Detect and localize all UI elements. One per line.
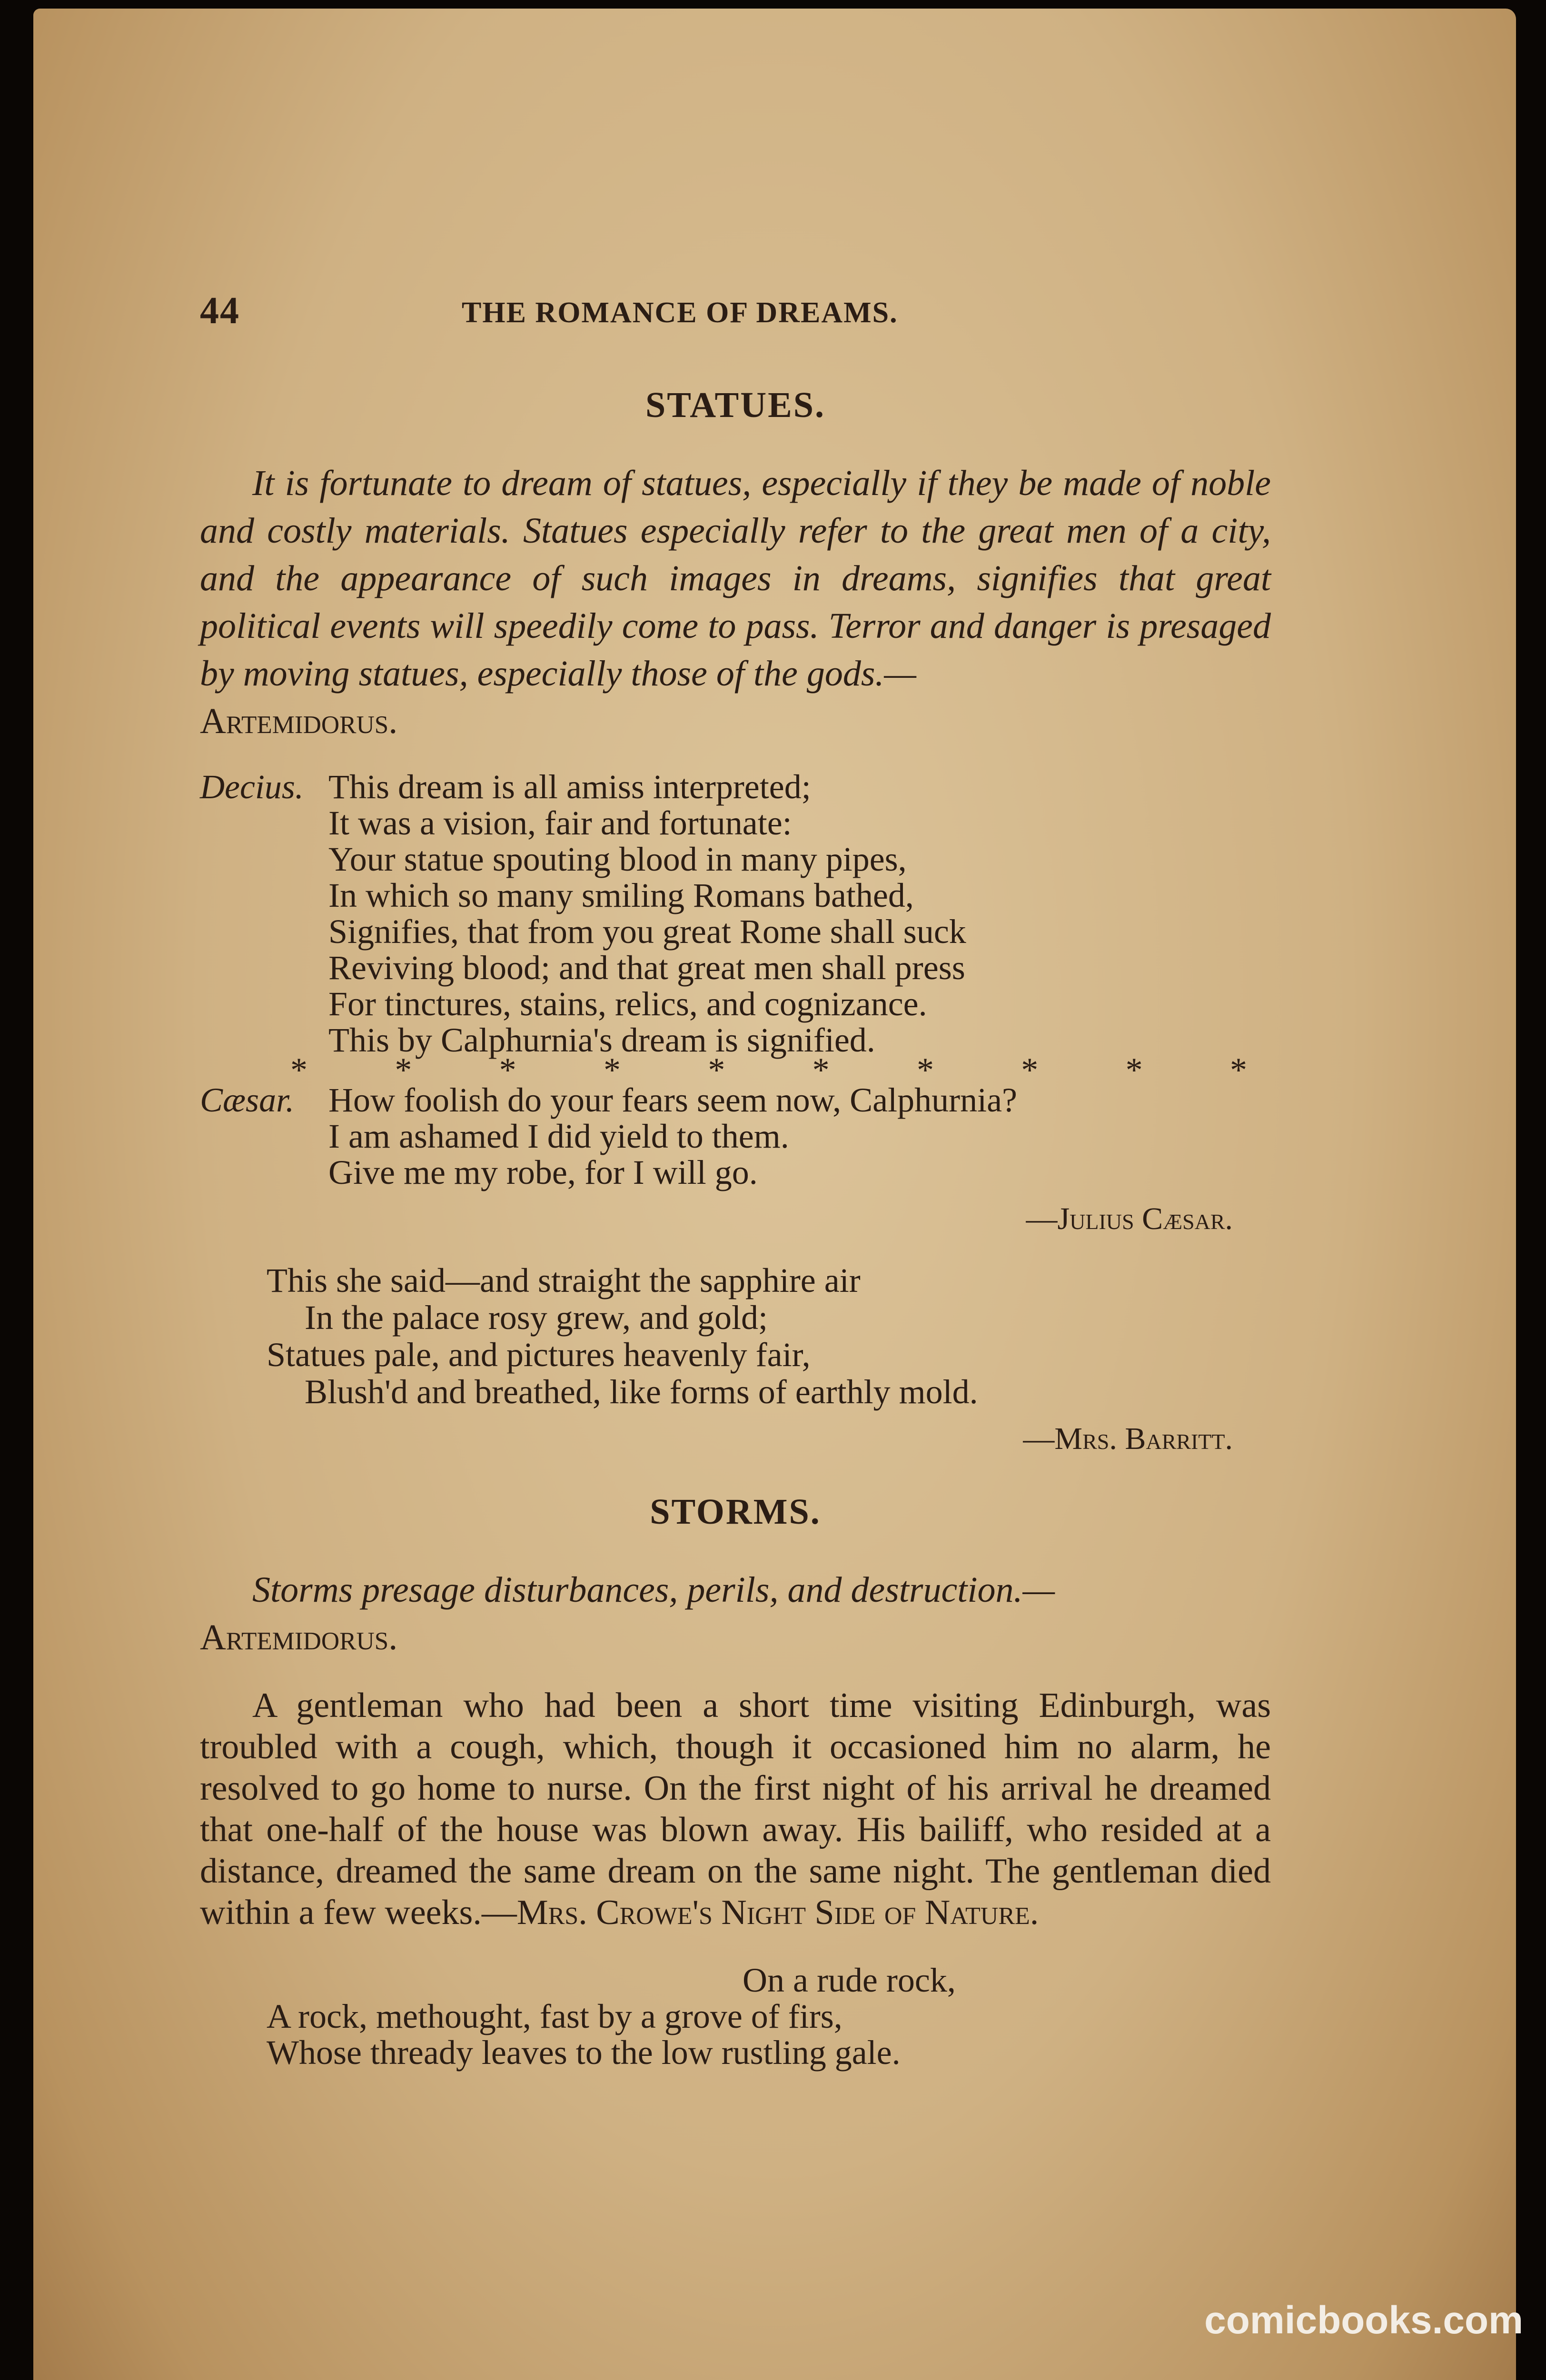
barritt-attribution: —Mrs. Barritt.: [1023, 1421, 1233, 1456]
speaker-decius: Decius.: [200, 768, 304, 806]
verse-line: This by Calphurnia's dream is signified.: [328, 1021, 875, 1059]
ellipsis-stars: [200, 1051, 1271, 1089]
star-mark: *: [1229, 1051, 1247, 1089]
star-mark: *: [1125, 1051, 1143, 1089]
storms-story-text: A gentleman who had been a short time visiting Edinburgh, was troubled with a cough, which, though it occasioned him no alarm, he resolved to go home to nurse. On the first night of his arrival he dreamed that one-half of the house was blown away. His bailiff, who resided at a distance, dreamed the same dream on the same night. The gentleman died within a few weeks.—: [200, 1686, 1271, 1932]
caesar-attribution: —Julius Cæsar.: [1026, 1201, 1233, 1236]
verse-line: How foolish do your fears seem now, Calphurnia?: [328, 1081, 1017, 1119]
storms-intro-attribution: Artemidorus.: [200, 1617, 398, 1657]
star-mark: *: [603, 1051, 621, 1089]
poem-line: On a rude rock,: [743, 1961, 956, 1999]
poem-line: Statues pale, and pictures heavenly fair,: [267, 1336, 811, 1374]
star-mark: *: [812, 1051, 830, 1089]
verse-line: It was a vision, fair and fortunate:: [328, 804, 792, 842]
decius-speech: [200, 769, 1271, 1058]
barritt-poem: [267, 1262, 1271, 1410]
storms-story: [200, 1685, 1271, 1934]
running-title: THE ROMANCE OF DREAMS.: [462, 297, 898, 329]
page-number: 44: [200, 290, 240, 332]
verse-line: This dream is all amiss interpreted;: [328, 768, 811, 806]
section-title-storms: STORMS.: [650, 1492, 821, 1532]
verse-line: Give me my robe, for I will go.: [328, 1153, 758, 1191]
star-mark: *: [395, 1051, 412, 1089]
storms-story-attribution: Mrs. Crowe's Night Side of Nature.: [516, 1893, 1039, 1932]
verse-line: In which so many smiling Romans bathed,: [328, 876, 914, 914]
verse-line: For tinctures, stains, relics, and cognizance.: [328, 985, 927, 1023]
statues-intro-attribution: Artemidorus.: [200, 701, 398, 741]
storms-intro: Storms presage disturbances, perils, and destruction.—: [252, 1570, 1055, 1610]
watermark-text: comicbooks.com: [1204, 2299, 1523, 2342]
book-page: [33, 9, 1516, 2380]
star-mark: *: [499, 1051, 516, 1089]
verse-line: Your statue spouting blood in many pipes,: [328, 840, 907, 878]
poem-line: Whose thready leaves to the low rustling gale.: [267, 2033, 901, 2072]
star-mark: *: [916, 1051, 934, 1089]
star-mark: *: [708, 1051, 725, 1089]
poem-line: A rock, methought, fast by a grove of firs,: [267, 1997, 842, 2035]
poem-line: In the palace rosy grew, and gold;: [305, 1299, 768, 1337]
verse-line: I am ashamed I did yield to them.: [328, 1117, 789, 1155]
caesar-speech: [200, 1082, 1271, 1190]
speaker-caesar: Cæsar.: [200, 1081, 295, 1119]
statues-intro: It is fortunate to dream of statues, especially if they be made of noble and costly materials. Statues especially refer to the great men of a city, and the appearance of such images in dreams, signifies that great political events will speedily come to pass. Terror and danger is presaged by moving statues, especially those of the gods.—: [200, 463, 1271, 694]
poem-line: Blush'd and breathed, like forms of earthly mold.: [305, 1373, 978, 1411]
closing-poem: [267, 1962, 1271, 2071]
verse-line: Signifies, that from you great Rome shall suck: [328, 912, 966, 951]
star-mark: *: [1021, 1051, 1039, 1089]
verse-line: Reviving blood; and that great men shall press: [328, 949, 965, 987]
star-mark: *: [290, 1051, 307, 1089]
section-title-statues: STATUES.: [645, 385, 826, 425]
poem-line: This she said—and straight the sapphire air: [267, 1261, 861, 1299]
page-body: [200, 385, 1271, 2071]
